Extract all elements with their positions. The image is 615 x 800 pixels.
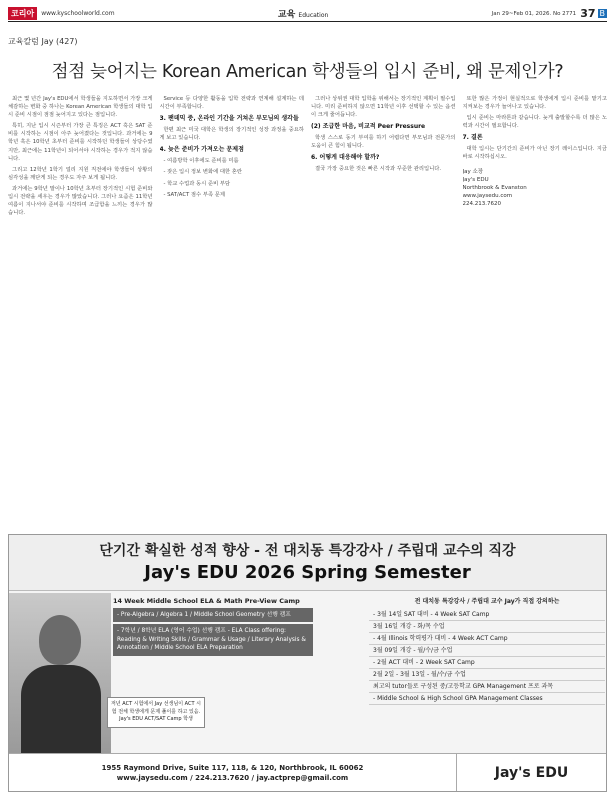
site-url[interactable]: www.kyschoolworld.com (41, 10, 115, 17)
schedule-line: - Middle School & High School GPA Management Classes (369, 693, 605, 705)
paragraph: 한편 최근 미국 대학은 학생의 장기적인 성장 과정을 중요하게 보고 있습니다. (159, 127, 304, 142)
schedule-line: 2월 2일 - 3월 13일 - 월/수/금 수업 (369, 669, 605, 681)
paragraph: 그리고 12학년 1학기 얼리 지원 직전에야 학생들이 상황의 심각성을 깨닫게 되는 경우도 자주 보게 됩니다. (8, 166, 153, 181)
ad-banner (9, 535, 606, 591)
brand-logo: Jay's EDU (456, 754, 606, 791)
section-heading: 7. 결론 (462, 134, 483, 142)
schedule-line: - 2월 ACT 대비 - 2 Week SAT Camp (369, 657, 605, 669)
author-signature: Jay 소장 Jay's EDU Northbrook & Evanston www.jaysedu.com 224.213.7620 (462, 168, 527, 207)
ad-title: Jay's EDU 2026 Spring Semester (144, 562, 471, 583)
ad-footer (9, 753, 606, 791)
article-column-1 (8, 95, 153, 527)
camp-info (113, 597, 313, 658)
ad-body (9, 593, 606, 753)
page-section-mark: B (599, 9, 605, 18)
list-item: - SAT/ACT 점수 부족 문제 (163, 191, 226, 198)
schedule-line: 3월 16일 개강 - 화/목 수업 (369, 621, 605, 633)
contact-block (9, 763, 456, 783)
paragraph: 결국 가장 중요한 것은 빠른 시작과 꾸준한 관리입니다. (315, 166, 442, 173)
paragraph: 대학 입시는 단기간의 준비가 아닌 장기 레이스입니다. 지금 바로 시작하십시오. (462, 146, 607, 161)
article-column-3 (311, 95, 456, 527)
paragraph: 최근 몇 년간 Jay's EDU에서 학생들을 지도하면서 가장 크게 체감하는 변화 중 하나는 Korean American 학생들의 대학 입시 준비 시점이 점점 늦어지고 있다는 점입니다. (8, 96, 153, 119)
article-headline: 점점 늦어지는 Korean American 학생들의 입시 준비, 왜 문제인가? (51, 62, 564, 82)
section-heading: 6. 어떻게 대응해야 할까? (311, 154, 380, 162)
photo-head-shape (39, 615, 81, 665)
section-heading: 3. 팬데믹 중, 온라인 기간을 거쳐온 부모님의 생각들 (159, 115, 299, 123)
page-header (8, 6, 607, 22)
advertisement[interactable] (8, 534, 607, 792)
article-body (8, 95, 607, 527)
paragraph: 그러나 상위권 대학 입학을 위해서는 장기적인 계획이 필수입니다. 미리 준비하지 않으면 11학년 이후 선택할 수 있는 옵션이 크게 줄어듭니다. (311, 96, 456, 119)
schedule-line: - 4월 Illinois 학력평가 대비 - 4 Week ACT Camp (369, 633, 605, 645)
section-title: 교육 Education (277, 10, 329, 20)
schedule-line: 3월 09일 개강 - 월/수/금 수업 (369, 645, 605, 657)
photo-caption: 저년 ACT 시험에서 Jay 선생님이 ACT 시험 전체 학생에게 문제 풀이를 하고 있음. Jay's EDU ACT/SAT Camp 학생 (107, 697, 205, 728)
tutor-schedule (369, 597, 605, 705)
schedule-line: 최고의 tutor들로 구성된 중/고등학교 GPA Management 프로 과목 (369, 681, 605, 693)
camp-title: 14 Week Middle School ELA & Math Pre-View Camp (113, 597, 300, 605)
tutor-title: 전 대치동 특강강사 / 주립대 교수 Jay가 직접 강의하는 (414, 598, 560, 605)
issue-date: Jan 29~Feb 01, 2026. No 2771 (491, 10, 577, 17)
article-column-2 (160, 95, 305, 527)
list-item: - 잦은 입시 정보 변화에 대한 혼란 (163, 169, 243, 176)
paragraph: 학생 스스로 동기 부여를 하기 어렵다면 부모님과 전문가의 도움이 큰 힘이 됩니다. (311, 135, 456, 150)
camp-item: - 7학년 / 8학년 ELA (영어 수업) 선행 캠프 - ELA Class offering: Reading & Writing Skills / Grammar & Usage / Literary Analysis & Annotation / Middle School ELA Preparation (113, 624, 313, 655)
paragraph: 특히, 지난 입시 시즌부터 가장 큰 특징은 ACT 혹은 SAT 준비를 시작하는 시점이 아주 늦어졌다는 것입니다. 과거에는 9학년 혹은 10학년 초부터 준비를 시작하던 학생들이 상당수였지만, 최근에는 11학년이 되어서야 시작하는 경우가 적지 않습니다. (8, 123, 153, 162)
paragraph: 또한 많은 가정이 현실적으로 학생에게 입시 준비를 맡기고 지켜보는 경우가 늘어나고 있습니다. (462, 96, 607, 111)
newspaper-logo[interactable]: 코리아 (8, 7, 37, 20)
list-item: - 여름방학 이후에도 준비를 미룸 (163, 158, 239, 165)
instructor-photo (9, 593, 111, 753)
photo-body-shape (21, 665, 101, 753)
page-number: 37 (580, 7, 596, 20)
contact-info[interactable]: www.jaysedu.com / 224.213.7620 / jay.actprep@gmail.com (116, 773, 349, 782)
address: 1955 Raymond Drive, Suite 117, 118, & 120, Northbrook, IL 60062 (101, 763, 364, 772)
list-item: - 학교 수업과 동시 준비 부담 (163, 180, 231, 187)
article-column-4 (463, 95, 608, 527)
paragraph: 입시 준비는 마라톤과 같습니다. 늦게 출발할수록 더 많은 노력과 시간이 필요합니다. (462, 115, 607, 130)
section-heading: (2) 조급한 마음, 비교적 Peer Pressure (311, 123, 426, 131)
paragraph: Service 등 다양한 활동을 입학 전략과 연계해 설계하는 데 시간이 부족합니다. (159, 96, 304, 111)
ad-tagline: 단기간 확실한 성적 향상 - 전 대치동 특강강사 / 주립대 교수의 직강 (99, 543, 516, 559)
section-heading: 4. 늦은 준비가 가져오는 문제점 (159, 146, 244, 154)
schedule-line: - 3월 14일 SAT 대비 - 4 Week SAT Camp (369, 609, 605, 621)
column-kicker: 교육칼럼 Jay (427) (8, 37, 78, 46)
camp-item: - Pre-Algebra / Algebra 1 / Middle School Geometry 선행 캠프 (113, 608, 313, 622)
paragraph: 과거에는 9학년 말이나 10학년 초부터 장기적인 시험 준비와 입시 전략을 세우는 경우가 많았습니다. 그러나 요즘은 11학년 여름이 지나서야 준비를 시작하며 조급함을 느끼는 경우가 많습니다. (8, 185, 153, 217)
